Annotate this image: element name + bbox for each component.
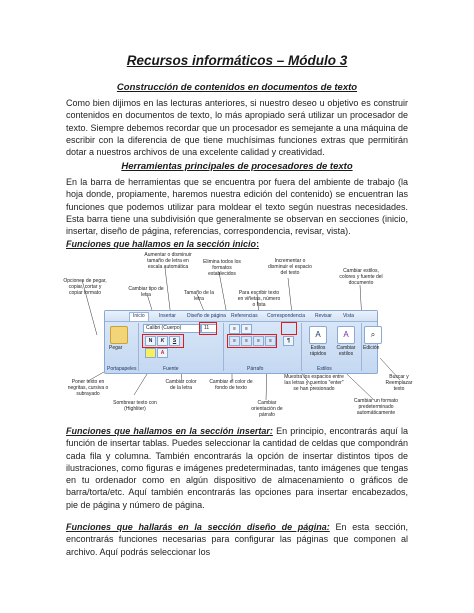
paragraph-insertar <box>66 425 408 511</box>
font-name-select[interactable]: Calibri (Cuerpo) <box>143 324 201 333</box>
align-center-icon[interactable]: ≡ <box>241 336 252 346</box>
annotation-pegar: Opciones de pegar, copiar, cortar y copiar formato <box>63 278 107 296</box>
annotation-formato-pred: Cambiar un formato predeterminado automáticamente <box>353 398 399 416</box>
highlight-frame-size <box>199 322 217 335</box>
annotation-sombrear: Sombrear texto con (Highliter) <box>113 400 157 412</box>
annotation-tipo-letra: Cambiar tipo de letra <box>128 286 164 298</box>
subhead-inicio <box>66 239 259 249</box>
annotation-buscar: Buscar y Reemplazar texto <box>385 374 413 392</box>
annotation-muestra: Muestra los espacios entre las letras y cuentos "enter" se han presionado <box>284 374 344 392</box>
group-parrafo: Párrafo <box>247 366 264 372</box>
group-separator <box>223 323 224 371</box>
tab-insertar[interactable]: Insertar <box>159 313 176 319</box>
align-left-icon[interactable]: ≡ <box>229 336 240 346</box>
paragraph-insertar-body: En principio, encontrarás aquí la función de insertar tablas. Puedes seleccionar la cantidad de celdas que compondrán cada fila y columna. También encontrarás la opción de insertar distintos tipos de ilustraciones, como figuras e imágenes predeterminadas, tanto imágenes que tengas en tu ordenador como en algún dispositivo de almacenamiento o gráficos de barra/torta/etc. Aquí también encontrarás las opciones para insertar encabezados, pie de página y número de página. <box>66 426 409 510</box>
tab-inicio[interactable]: Inicio <box>129 312 149 321</box>
annotation-estilos: Cambiar estilos, colores y fuente del documento <box>339 268 383 286</box>
quick-styles-icon[interactable]: A <box>309 326 327 344</box>
paste-label[interactable]: Pegar <box>109 345 123 351</box>
annotation-tamano-letra: Tamaño de la letra <box>183 290 215 302</box>
section-heading-herramientas: Herramientas principales de procesadores de texto <box>121 161 353 172</box>
change-styles-icon[interactable]: A <box>337 326 355 344</box>
paragraph-herramientas: En la barra de herramientas que se encuentra por fuera del ambiente de trabajo (la hoja donde, propiamente, haremos nuestra edición del contenido) se encuentran las funciones que podemos utilizar para moldear el texto según nuestras necesidades. Esta barra tiene una subdivisión que generalmente se observan en secciones (inicio, insertar, diseño de página, referencias, correspondencia, revisar, vista). <box>66 177 408 237</box>
group-fuente: Fuente <box>163 366 179 372</box>
binoculars-icon[interactable]: ⌕ <box>364 326 382 344</box>
annotation-color-fondo: Cambiar el color de fondo de texto <box>209 379 253 391</box>
word-ribbon <box>104 310 378 374</box>
page-title: Recursos informáticos – Módulo 3 <box>126 53 348 68</box>
paste-icon[interactable] <box>110 326 128 344</box>
bullets-icon[interactable]: ≡ <box>229 324 240 334</box>
show-marks-icon[interactable]: ¶ <box>283 336 294 346</box>
paragraph-diseno-lead: Funciones que hallarás en la sección diseño de página: <box>66 522 330 532</box>
subhead-inicio-colon: : <box>256 239 260 249</box>
annotation-incrementar: Incrementar o disminuir el espacio del texto <box>268 258 312 276</box>
paragraph-diseno <box>66 521 408 558</box>
justify-icon[interactable]: ≡ <box>265 336 276 346</box>
paragraph-intro: Como bien dijimos en las lecturas anteriores, si nuestro deseo u objetivo es construir contenidos en documentos de texto, lo más apropiado será utilizar un procesador de texto. Siempre debemos recordar que un procesador es semejante a una máquina de escribir con la diferencia de que tiene muchísimas funciones extras que permitirán dotar a nuestros archivos de una excelente calidad y creatividad. <box>66 98 408 158</box>
highlight-frame-format <box>142 334 184 348</box>
quick-styles-label[interactable]: Estilos rápidos <box>309 345 327 357</box>
annotation-poner-texto: Poner texto en negritas, cursiva o subrayado <box>67 379 109 397</box>
bold-button[interactable]: N <box>145 336 156 346</box>
ribbon-tab-bar <box>105 311 377 322</box>
tab-vista[interactable]: Vista <box>343 313 355 319</box>
annotation-color-letra: Cambiar color de la letra <box>165 379 197 391</box>
annotation-para-escribir: Para escribir texto en viñetas, número o lista <box>237 290 281 308</box>
paragraph-insertar-lead: Funciones que hallamos en la sección insertar: <box>66 426 273 436</box>
annotation-elimina: Elimina todos los formatos establecidos <box>203 259 241 277</box>
ribbon-figure <box>62 250 418 420</box>
group-separator <box>301 323 302 371</box>
tab-referencias[interactable]: Referencias <box>231 313 258 319</box>
subhead-inicio-text: Funciones que hallamos en la sección inicio <box>66 239 257 249</box>
align-right-icon[interactable]: ≡ <box>253 336 264 346</box>
section-heading-construccion: Construcción de contenidos en documentos de texto <box>116 82 358 93</box>
highlight-icon[interactable] <box>145 348 156 358</box>
group-separator <box>361 323 362 371</box>
highlight-frame-align <box>227 334 277 348</box>
group-estilos: Estilos <box>317 366 332 372</box>
font-size-select[interactable]: 11 <box>201 324 217 333</box>
tab-revisar[interactable]: Revisar <box>315 313 332 319</box>
font-color-icon[interactable]: A <box>157 348 168 358</box>
numbering-icon[interactable]: ≡ <box>241 324 252 334</box>
highlight-frame-indent <box>281 322 297 335</box>
annotation-orientacion: Cambiar orientación de párrafo <box>251 400 283 418</box>
underline-button[interactable]: S <box>169 336 180 346</box>
tab-diseno[interactable]: Diseño de página <box>187 313 226 319</box>
annotation-aumentar: Aumentar o disminuir tamaño de letra en escala automática <box>144 252 192 270</box>
group-portapapeles: Portapapeles <box>107 366 137 372</box>
tab-correspondencia[interactable]: Correspondencia <box>267 313 306 319</box>
italic-button[interactable]: K <box>157 336 168 346</box>
edicion-label[interactable]: Edición <box>363 345 380 351</box>
change-styles-label[interactable]: Cambiar estilos <box>336 345 356 357</box>
paragraph-diseno-body: En esta sección, encontrarás funciones necesarias para configurar las páginas que componen al archivo. Aquí podrás seleccionar los <box>66 522 408 557</box>
group-separator <box>138 323 139 371</box>
